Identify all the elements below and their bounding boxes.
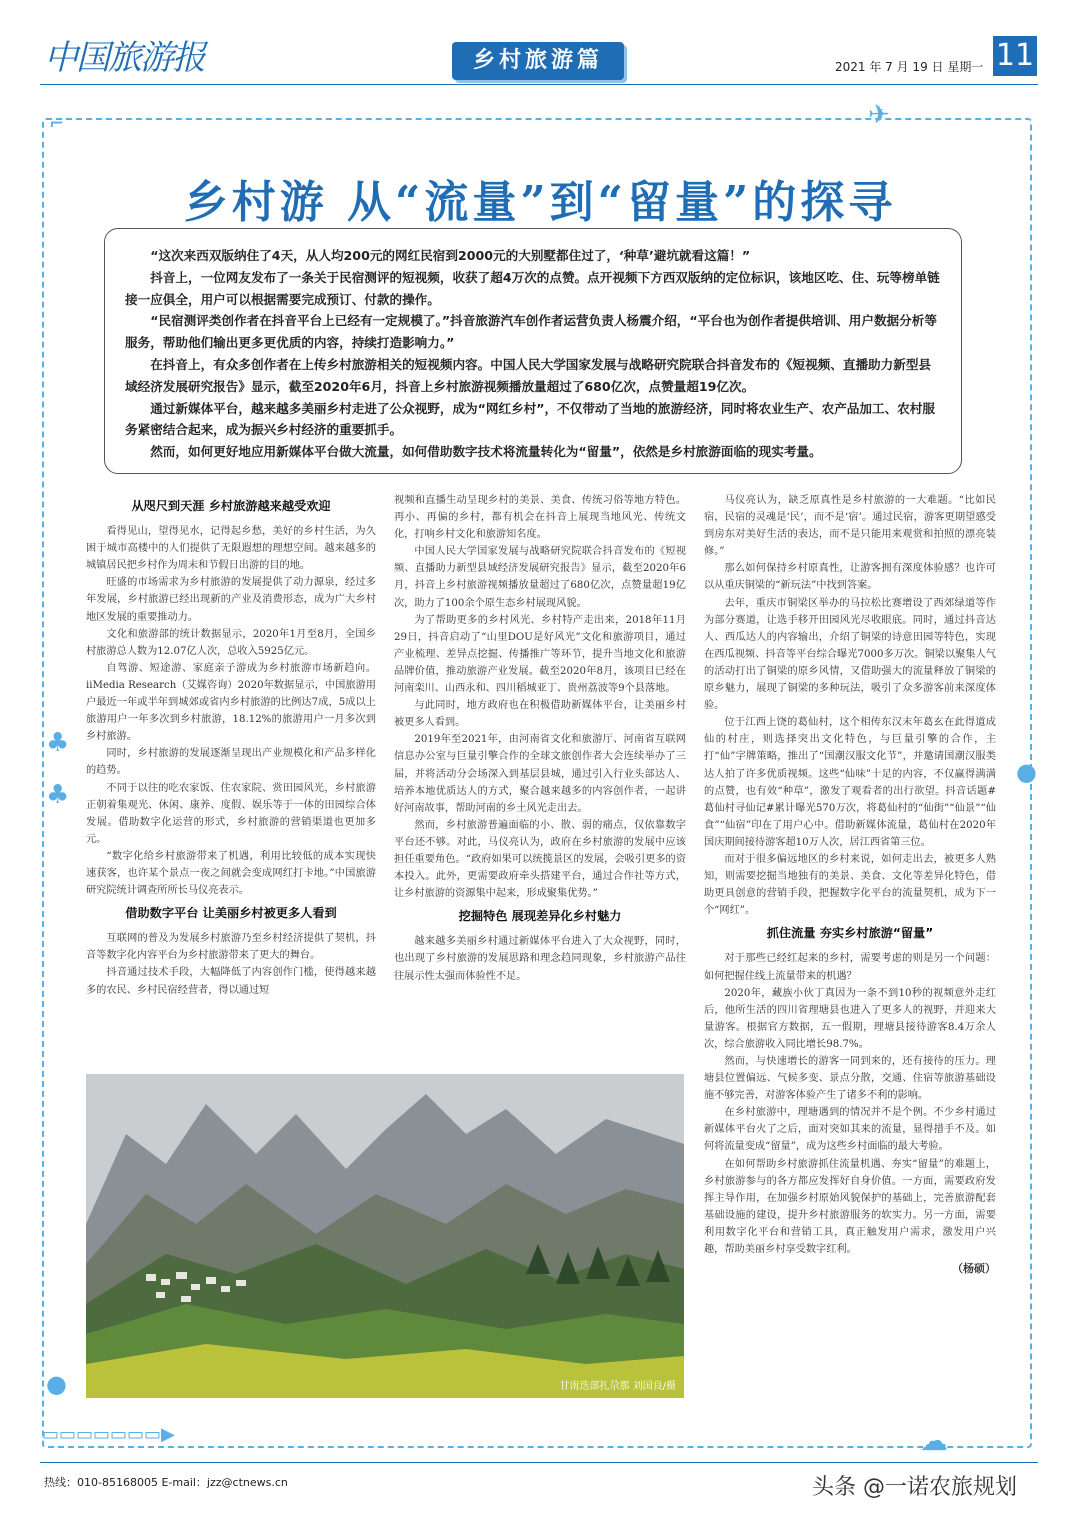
column-1: [86, 492, 376, 999]
location-pin-icon: ●: [1016, 758, 1037, 786]
body-paragraph: 而对于很多偏远地区的乡村来说，如何走出去，被更多人熟知，则需要挖掘当地独有的美景、美食、文化等差异化特色，借助更具创意的营销手段，把握数字化平台的流量契机，成为下一个“网红”。: [704, 853, 996, 917]
body-paragraph: 2020年，藏族小伙丁真因为一条不到10秒的视频意外走红后，他所生活的四川省理塘县也进入了更多人的视野，并迎来大量游客。根据官方数据，五一假期，理塘县接待游客8.4万余人次，综合旅游收入同比增长98.7%。: [704, 987, 996, 1050]
body-paragraph: 2019年至2021年，由河南省文化和旅游厅、河南省互联网信息办公室与巨量引擎合作的全球文旅创作者大会连续举办了三届，并将活动分会场深入到基层县城，通过引入行业头部达人、培养本地优质达人的方式，聚合越来越多的内容创作者，一起讲好河南故事，帮助河南的乡土风光走出去。: [394, 734, 686, 814]
intro-paragraph: 抖音上，一位网友发布了一条关于民宿测评的短视频，收获了超4万次的点赞。点开视频下方西双版纳的定位标识，该地区吃、住、玩等榜单链接一应俱全，用户可以根据需要完成预订、付款的操作。: [125, 269, 940, 307]
mountain-village-illustration: [86, 1074, 684, 1398]
tree-icon: ♣: [46, 780, 70, 810]
section-label: 乡村旅游篇: [472, 48, 603, 73]
body-paragraph: 那么如何保持乡村原真性，让游客拥有深度体验感？也许可以从重庆铜梁的“新玩法”中找到答案。: [704, 563, 996, 592]
landscape-photo: [86, 1074, 684, 1398]
body-paragraph: “数字化给乡村旅游带来了机遇，利用比较低的成本实现快速获客，也许某个景点一夜之间就会变成网红打卡地。”中国旅游研究院统计调查所所长马仪亮表示。: [86, 850, 376, 897]
body-paragraph: 中国人民大学国家发展与战略研究院联合抖音发布的《短视频、直播助力新型县域经济发展研究报告》显示，截至2020年6月，抖音上乡村旅游视频播放量超过了680亿次，点赞量超19亿次，助力了100余个原生态乡村展现风貌。: [394, 546, 686, 609]
intro-paragraph: 在抖音上，有众多创作者在上传乡村旅游相关的短视频内容。中国人民大学国家发展与战略研究院联合抖音发布的《短视频、直播助力新型县域经济发展研究报告》显示，截至2020年6月，抖音上乡村旅游视频播放量超过了680亿次，点赞量超19亿次。: [125, 356, 931, 394]
body-paragraph: 然而，乡村旅游普遍面临的小、散、弱的痛点，仅依靠数字平台还不够。对此，马仪亮认为，政府在乡村旅游的发展中应该担任重要角色。“政府如果可以统揽景区的发展，会吸引更多的资本投入。此外，更需要政府牵头搭建平台，通过合作社等方式，让乡村旅游的资源集中起来，形成聚集优势。”: [394, 819, 686, 900]
cloud-icon: ☁: [920, 1424, 948, 1457]
intro-box: [104, 228, 962, 474]
issue-date: 2021 年 7 月 19 日 星期一: [835, 60, 984, 74]
subheading: 抓住流量 夯实乡村旅游“留量”: [766, 926, 934, 941]
subheading: 从咫尺到天涯 乡村旅游越来越受欢迎: [131, 499, 331, 513]
body-paragraph: 对于那些已经红起来的乡村，需要考虑的则是另一个问题：如何把握住线上流量带来的机遇？: [704, 953, 996, 982]
body-paragraph: 文化和旅游部的统计数据显示，2020年1月至8月，全国乡村旅游总人数为12.07亿人次，总收入5925亿元。: [86, 628, 376, 657]
watermark: 头条 @一诺农旅规划: [812, 1475, 1017, 1500]
tree-icon: ♣: [46, 728, 70, 758]
masthead-rule: [40, 84, 1038, 85]
body-paragraph: 不同于以往的吃农家饭、住农家院、赏田园风光，乡村旅游正朝着集观光、休闲、康养、度假、娱乐等于一体的田园综合体发展。借助数字化运营的形式，乡村旅游的营销渠道也更加多元。: [86, 782, 376, 845]
body-paragraph: 互联网的普及为发展乡村旅游乃至乡村经济提供了契机，抖音等数字化内容平台为乡村旅游带来了更大的舞台。: [86, 933, 376, 962]
body-paragraph: 为了帮助更多的乡村风光、乡村特产走出来，2018年11月29日，抖音启动了“山里DOU是好风光”文化和旅游项目，通过产业梳理、差异点挖掘、传播推广等环节，提升当地文化和旅游品牌价值，推动旅游产业发展。截至2020年8月，该项目已经在河南栾川、山西永和、四川稻城亚丁、贵州荔波等9个县落地。: [394, 614, 686, 695]
footer-rule: [40, 1462, 1038, 1463]
subheading: 借助数字平台 让美丽乡村被更多人看到: [125, 906, 337, 921]
body-paragraph: 旺盛的市场需求为乡村旅游的发展提供了动力源泉，经过多年发展，乡村旅游已经出现新的产业及消费形态，成为广大乡村地区发展的重要推动力。: [86, 577, 376, 623]
intro-paragraph: 通过新媒体平台，越来越多美丽乡村走进了公众视野，成为“网红乡村”，不仅带动了当地的旅游经济，同时将农业生产、农产品加工、农村服务紧密结合起来，成为振兴乡村经济的重要抓手。: [125, 400, 935, 438]
body-paragraph: 抖音通过技术手段，大幅降低了内容创作门槛，使得越来越多的农民、乡村民宿经营者，得以通过短: [86, 967, 376, 996]
location-pin-icon: ●: [46, 1370, 67, 1398]
masthead: [0, 0, 1080, 92]
body-paragraph: 同时，乡村旅游的发展逐渐呈现出产业规模化和产品多样化的趋势。: [86, 748, 376, 777]
corner-bracket-icon: ⌐: [50, 112, 64, 137]
intro-paragraph: 然而，如何更好地应用新媒体平台做大流量，如何借助数字技术将流量转化为“留量”，依然是乡村旅游面临的现实考量。: [150, 444, 822, 460]
body-paragraph: 与此同时，地方政府也在积极借助新媒体平台，让美丽乡村被更多人看到。: [394, 700, 686, 729]
intro-paragraph: “民宿测评类创作者在抖音平台上已经有一定规模了。”抖音旅游汽车创作者运营负责人杨震介绍，“平台也为创作者提供培训、用户数据分析等服务，帮助他们输出更多更优质的内容，持续打造影响力。”: [125, 313, 937, 351]
body-paragraph: 然而，与快速增长的游客一同到来的，还有接待的压力。理塘县位置偏远、气候多变、景点分散，交通、住宿等旅游基础设施不够完善，对游客体验产生了诸多不利的影响。: [704, 1056, 996, 1102]
body-paragraph: 马仪亮认为，缺乏原真性是乡村旅游的一大难题。“比如民宿，民宿的灵魂是‘民’，而不是‘宿’。通过民宿，游客更期望感受到房东对美好生活的表达，而不是只能用来观赏和拍照的漂亮装修。”: [704, 495, 996, 558]
body-paragraph: 在如何帮助乡村旅游抓住流量机遇、夯实“留量”的难题上，乡村旅游参与的各方都应发挥好自身价值。一方面，需要政府发挥主导作用，在加强乡村原始风貌保护的基础上，完善旅游配套基础设施的建设，提升乡村旅游服务的软实力。另一方面，需要利用数字化平台和营销工具，真正触发用户需求，激发用户兴趣，帮助美丽乡村享受数字红利。: [704, 1158, 996, 1256]
body-paragraph: 视频和直播生动呈现乡村的美景、美食、传统习俗等地方特色。再小、再偏的乡村，都有机会在抖音上展现当地风光、传统文化，打响乡村文化和旅游知名度。: [394, 495, 686, 541]
section-banner: [452, 42, 624, 80]
page-number: 11: [993, 36, 1037, 76]
body-paragraph: 去年，重庆市铜梁区举办的马拉松比赛增设了西郊绿道等作为部分赛道，让选手移开田园风光尽收眼底。同时，通过抖音达人、西瓜达人的内容输出，介绍了铜梁的诗意田园等特色，实现在西瓜视频、抖音等平台综合曝光7000多万次。铜梁以聚集人气的活动打出了铜梁的原乡风情，又借助强大的流量释放了铜梁的原乡魅力，展现了铜梁的多种玩法，吸引了众多游客前来深度体验。: [704, 597, 996, 712]
body-paragraph: 在乡村旅游中，理塘遇到的情况并不是个例。不少乡村通过新媒体平台火了之后，面对突如其来的流量，显得措手不及。如何将流量变成“留量”，成为这些乡村面临的最大考验。: [704, 1107, 996, 1153]
footer-contact: 热线：010-85168005 E-mail：jzz@ctnews.cn: [44, 1476, 288, 1489]
newspaper-logo: 中国旅游报: [44, 38, 204, 78]
subheading: 挖掘特色 展现差异化乡村魅力: [458, 909, 622, 924]
body-paragraph: 位于江西上饶的葛仙村，这个相传东汉末年葛玄在此得道成仙的村庄，则选择突出文化特色，与巨量引擎的合作，主打“仙”字牌策略，推出了“国潮汉服文化节”，并邀请国潮汉服类达人拍了许多优质视频。这些“仙味”十足的内容，不仅赢得满满的点赞，也有效“种草”，激发了观看者的出行欲望。抖音话题#葛仙村寻仙记#累计曝光570万次，将葛仙村的“仙街”“仙景”“仙食”“仙宿”印在了用户心中。借助新媒体流量，葛仙村在2020年国庆期间接待游客超10万人次，居江西省第三位。: [704, 717, 996, 848]
body-paragraph: 看得见山，望得见水，记得起乡愁，美好的乡村生活，为久困于城市高楼中的人们提供了无限遐想的理想空间。越来越多的城镇居民把乡村作为周末和节假日出游的目的地。: [86, 526, 376, 572]
body-paragraph: 自驾游、短途游、家庭亲子游成为乡村旅游市场新趋向。iiMedia Research（艾媒咨询）2020年数据显示，中国旅游用户最近一年或半年到城郊或省内乡村旅游的比例达7成，5成以上旅游用户一年多次到乡村旅游，18.12%的旅游用户一月多次到乡村旅游。: [86, 662, 376, 743]
photo-credit: 甘南迭部扎尕那 刘国良/摄: [559, 1381, 676, 1392]
byline: （杨硕）: [952, 1262, 996, 1276]
body-paragraph: 越来越多美丽乡村通过新媒体平台进入了大众视野，同时，也出现了乡村旅游的发展思路和理念趋同现象，乡村旅游产品往往展示性太强而体验性不足。: [394, 936, 686, 982]
airplane-icon: ✈: [868, 100, 890, 130]
column-3: [704, 492, 996, 1277]
column-2: [394, 492, 686, 985]
headline: 乡村游 从“流量”到“留量”的探寻: [183, 177, 897, 228]
train-icon: ▭▭▭▭▭▭▭▶: [42, 1424, 175, 1445]
intro-paragraph: “这次来西双版纳住了4天，从人均200元的网红民宿到2000元的大别墅都住过了，‘种草’避坑就看这篇！”: [150, 248, 751, 263]
